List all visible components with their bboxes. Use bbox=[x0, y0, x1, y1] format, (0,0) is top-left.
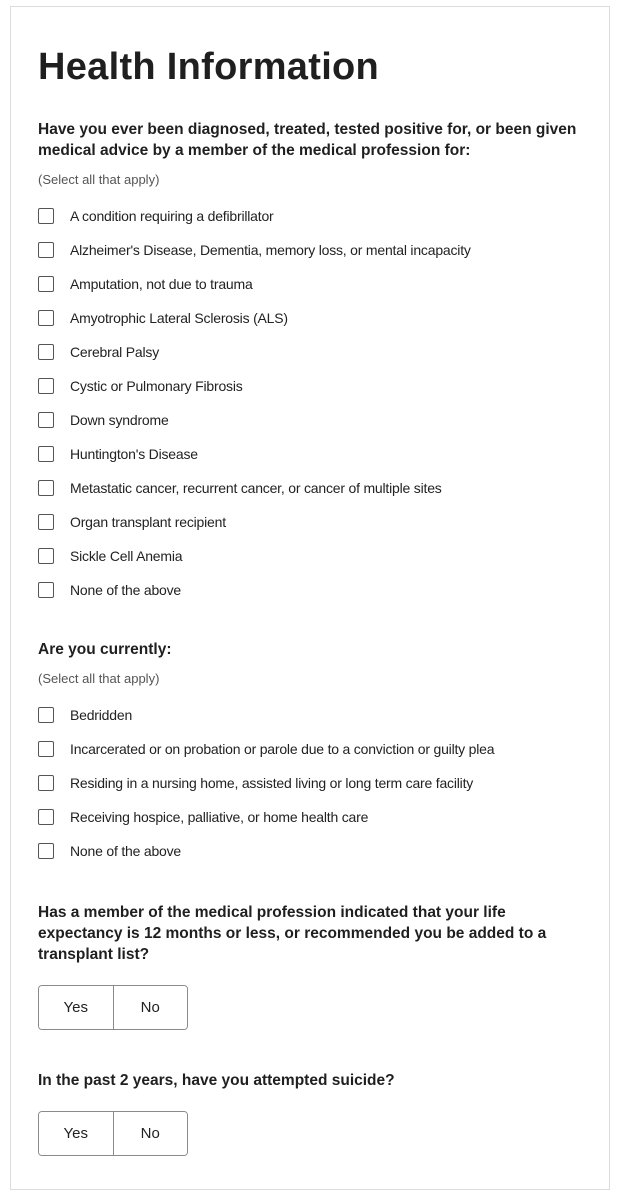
life-expectancy-toggle bbox=[38, 985, 188, 1030]
checkbox[interactable] bbox=[38, 242, 54, 258]
checkbox[interactable] bbox=[38, 582, 54, 598]
life-expectancy-question: Has a member of the medical profession indicated that your life expectancy is 12 months or less, or recommended you be added to a transplant list? bbox=[38, 904, 547, 963]
option-organ-transplant[interactable] bbox=[38, 505, 582, 539]
option-als[interactable] bbox=[38, 301, 582, 335]
checkbox[interactable] bbox=[38, 843, 54, 859]
diagnosis-question: Have you ever been diagnosed, treated, tested positive for, or been given medical advice by a member of the medical profession for: bbox=[38, 121, 577, 159]
checkbox[interactable] bbox=[38, 412, 54, 428]
life-expectancy-yes-button[interactable]: Yes bbox=[39, 986, 113, 1029]
diagnosis-hint: (Select all that apply) bbox=[38, 172, 160, 187]
checkbox[interactable] bbox=[38, 809, 54, 825]
option-nursing-home[interactable] bbox=[38, 766, 582, 800]
option-label: Cerebral Palsy bbox=[70, 344, 160, 360]
current-status-question: Are you currently: bbox=[38, 641, 172, 658]
life-expectancy-no-button[interactable]: No bbox=[113, 986, 188, 1029]
current-status-hint: (Select all that apply) bbox=[38, 671, 160, 686]
option-label: A condition requiring a defibrillator bbox=[70, 208, 274, 224]
option-label: Huntington's Disease bbox=[70, 446, 198, 462]
option-label: Alzheimer's Disease, Dementia, memory loss, or mental incapacity bbox=[70, 242, 471, 258]
option-label: Receiving hospice, palliative, or home health care bbox=[70, 809, 369, 825]
option-cystic-fibrosis[interactable] bbox=[38, 369, 582, 403]
option-label: Organ transplant recipient bbox=[70, 514, 226, 530]
option-label: Residing in a nursing home, assisted living or long term care facility bbox=[70, 775, 474, 791]
option-none-diagnosis[interactable] bbox=[38, 573, 582, 607]
form-content bbox=[11, 43, 609, 1156]
checkbox[interactable] bbox=[38, 446, 54, 462]
option-incarcerated[interactable] bbox=[38, 732, 582, 766]
suicide-no-button[interactable]: No bbox=[113, 1112, 188, 1155]
diagnosis-options bbox=[38, 199, 582, 607]
checkbox[interactable] bbox=[38, 775, 54, 791]
suicide-question: In the past 2 years, have you attempted suicide? bbox=[38, 1072, 395, 1089]
option-defibrillator[interactable] bbox=[38, 199, 582, 233]
option-label: Cystic or Pulmonary Fibrosis bbox=[70, 378, 243, 394]
option-label: Bedridden bbox=[70, 707, 133, 723]
option-label: Metastatic cancer, recurrent cancer, or cancer of multiple sites bbox=[70, 480, 442, 496]
checkbox[interactable] bbox=[38, 548, 54, 564]
checkbox[interactable] bbox=[38, 208, 54, 224]
option-alzheimers[interactable] bbox=[38, 233, 582, 267]
checkbox[interactable] bbox=[38, 480, 54, 496]
option-label: Incarcerated or on probation or parole due to a conviction or guilty plea bbox=[70, 741, 495, 757]
option-label: Amputation, not due to trauma bbox=[70, 276, 253, 292]
option-label: Sickle Cell Anemia bbox=[70, 548, 183, 564]
health-information-card bbox=[10, 6, 610, 1190]
current-status-options bbox=[38, 698, 582, 868]
option-cerebral-palsy[interactable] bbox=[38, 335, 582, 369]
checkbox[interactable] bbox=[38, 707, 54, 723]
option-label: Down syndrome bbox=[70, 412, 169, 428]
option-label: None of the above bbox=[70, 843, 182, 859]
option-hospice[interactable] bbox=[38, 800, 582, 834]
option-label: Amyotrophic Lateral Sclerosis (ALS) bbox=[70, 310, 288, 326]
suicide-toggle bbox=[38, 1111, 188, 1156]
checkbox[interactable] bbox=[38, 276, 54, 292]
option-amputation[interactable] bbox=[38, 267, 582, 301]
checkbox[interactable] bbox=[38, 344, 54, 360]
option-sickle-cell[interactable] bbox=[38, 539, 582, 573]
option-down-syndrome[interactable] bbox=[38, 403, 582, 437]
checkbox[interactable] bbox=[38, 310, 54, 326]
option-metastatic-cancer[interactable] bbox=[38, 471, 582, 505]
checkbox[interactable] bbox=[38, 514, 54, 530]
suicide-yes-button[interactable]: Yes bbox=[39, 1112, 113, 1155]
checkbox[interactable] bbox=[38, 741, 54, 757]
page-title: Health Information bbox=[38, 46, 380, 88]
option-bedridden[interactable] bbox=[38, 698, 582, 732]
option-label: None of the above bbox=[70, 582, 182, 598]
checkbox[interactable] bbox=[38, 378, 54, 394]
option-none-current[interactable] bbox=[38, 834, 582, 868]
option-huntingtons[interactable] bbox=[38, 437, 582, 471]
